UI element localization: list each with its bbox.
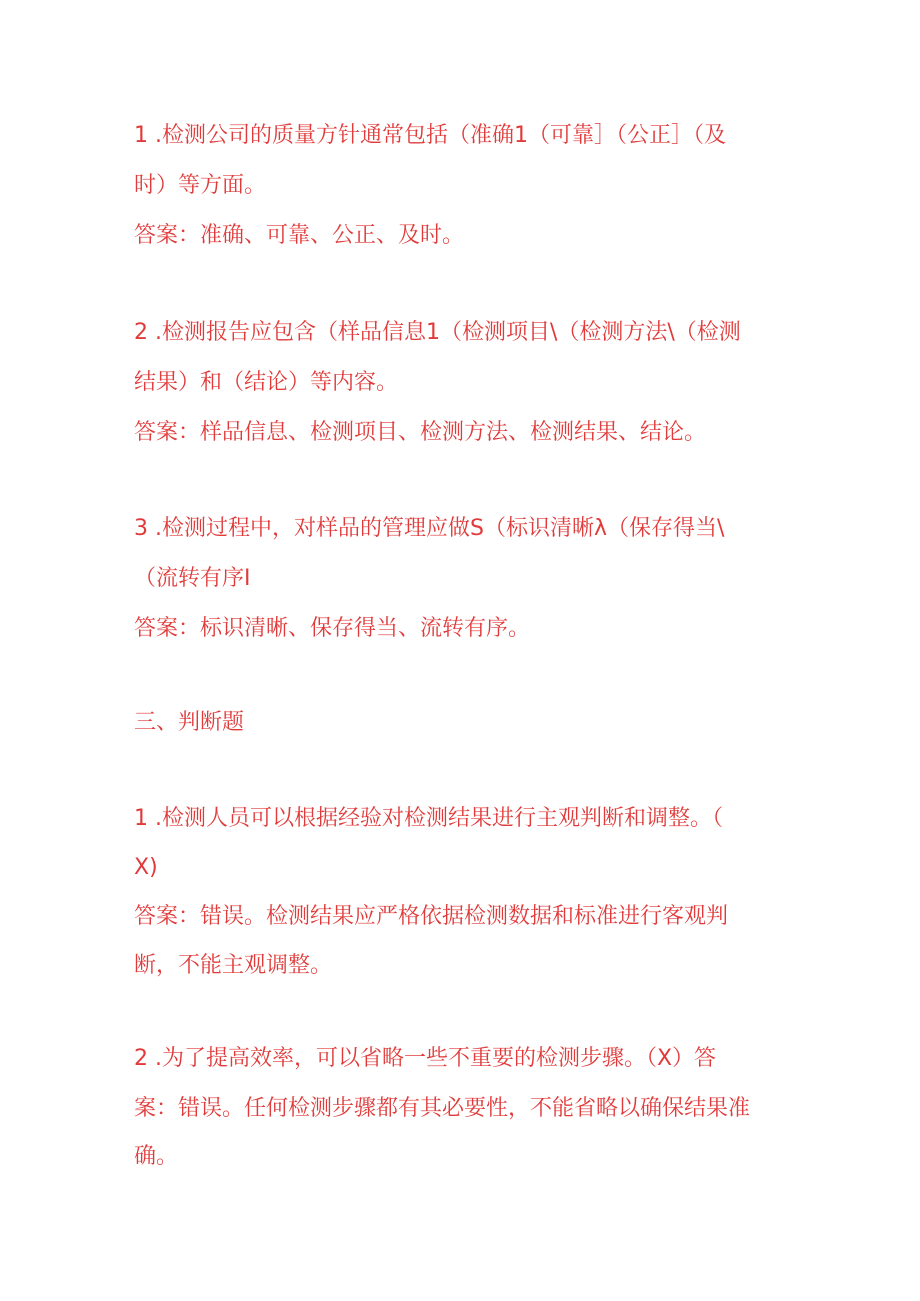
fill-q1-line2: 时）等方面。 xyxy=(134,173,267,198)
fill-q3-answer: 答案：标识清晰、保存得当、流转有序。 xyxy=(134,616,531,641)
fill-q1-answer: 答案：准确、可靠、公正、及时。 xyxy=(134,223,465,248)
fill-q1-line1: 1 .检测公司的质量方针通常包括（准确1（可靠］（公正］（及 xyxy=(134,123,726,148)
fill-q2-answer: 答案：样品信息、检测项目、检测方法、检测结果、结论。 xyxy=(134,420,707,445)
tf-q1-line2: X) xyxy=(134,855,158,880)
tf-q2-line1: 2 .为了提高效率，可以省略一些不重要的检测步骤。（X）答 xyxy=(134,1046,717,1071)
tf-q1-answer-line1: 答案：错误。检测结果应严格依据检测数据和标准进行客观判 xyxy=(134,904,729,929)
fill-q3-line2: （流转有序I xyxy=(134,566,251,591)
tf-q1-line1: 1 .检测人员可以根据经验对检测结果进行主观判断和调整。（ xyxy=(134,806,723,831)
tf-q2-line2: 案：错误。任何检测步骤都有其必要性，不能省略以确保结果准 xyxy=(134,1096,751,1121)
fill-q2-line2: 结果）和（结论）等内容。 xyxy=(134,370,399,395)
fill-q2-line1: 2 .检测报告应包含（样品信息1（检测项目\（检测方法\（检测 xyxy=(134,320,741,345)
tf-q1-answer-line2: 断，不能主观调整。 xyxy=(134,953,333,978)
tf-q2-line3: 确。 xyxy=(134,1144,179,1169)
section-heading: 三、判断题 xyxy=(134,710,245,735)
fill-q3-line1: 3 .检测过程中，对样品的管理应做S（标识清晰λ（保存得当\ xyxy=(134,516,725,541)
